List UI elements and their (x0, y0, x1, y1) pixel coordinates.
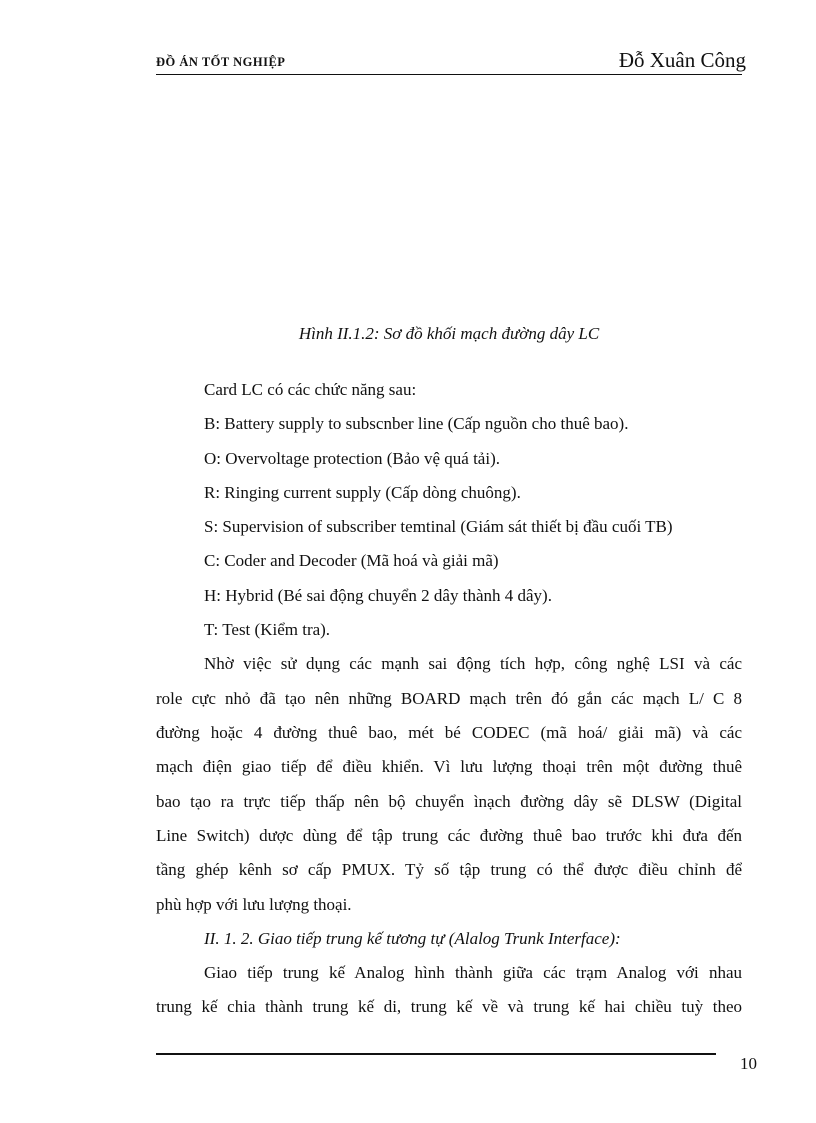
function-item: B: Battery supply to subscnber line (Cấp nguồn cho thuê bao). (204, 414, 629, 433)
function-item: O: Overvoltage protection (Bảo vệ quá tải). (204, 449, 500, 468)
paragraph-line: tầng ghép kênh sơ cấp PMUX. Tỷ số tập trung có thể được điều chỉnh để (156, 860, 742, 879)
footer-rule (156, 1053, 716, 1055)
paragraph-line: trung kế chia thành trung kế di, trung kế về và trung kế hai chiều tuỳ theo (156, 997, 742, 1016)
header-rule (156, 74, 742, 75)
paragraph-line: role cực nhỏ đã tạo nên những BOARD mạch trên đó gắn các mạch L/ C 8 (156, 689, 742, 708)
paragraph-line: Nhờ việc sử dụng các mạnh sai động tích hợp, công nghệ LSI và các (204, 654, 742, 673)
function-item: H: Hybrid (Bé sai động chuyển 2 dây thành 4 dây). (204, 586, 552, 605)
intro-line: Card LC có các chức năng sau: (204, 380, 417, 399)
paragraph-line: phù hợp với lưu lượng thoại. (156, 895, 352, 914)
page-number: 10 (740, 1054, 757, 1073)
paragraph-line: mạch điện giao tiếp để điều khiển. Vì lưu lượng thoại trên một đường thuê (156, 757, 742, 776)
header-left-title: ĐỒ ÁN TỐT NGHIỆP (156, 55, 286, 69)
paragraph-line: đường hoặc 4 đường thuê bao, mét bé CODEC (mã hoá/ giải mã) và các (156, 723, 742, 742)
function-item: C: Coder and Decoder (Mã hoá và giải mã) (204, 551, 499, 570)
function-item: R: Ringing current supply (Cấp dòng chuông). (204, 483, 521, 502)
paragraph-line: bao tạo ra trực tiếp thấp nên bộ chuyển ìnạch đường dây sẽ DLSW (Digital (156, 792, 742, 811)
paragraph-line: Line Switch) dược dùng để tập trung các đường thuê bao trước khi đưa đến (156, 826, 742, 845)
figure-caption: Hình II.1.2: Sơ đồ khối mạch đường dây LC (298, 324, 600, 343)
header-author: Đỗ Xuân Công (618, 48, 746, 72)
paragraph-line: Giao tiếp trung kế Analog hình thành giữa các trạm Analog với nhau (204, 963, 742, 982)
function-item: T: Test (Kiểm tra). (204, 620, 331, 639)
function-item: S: Supervision of subscriber temtinal (Giám sát thiết bị đầu cuối TB) (204, 517, 673, 536)
section-heading: II. 1. 2. Giao tiếp trung kế tương tự (Alalog Trunk Interface): (204, 929, 621, 948)
